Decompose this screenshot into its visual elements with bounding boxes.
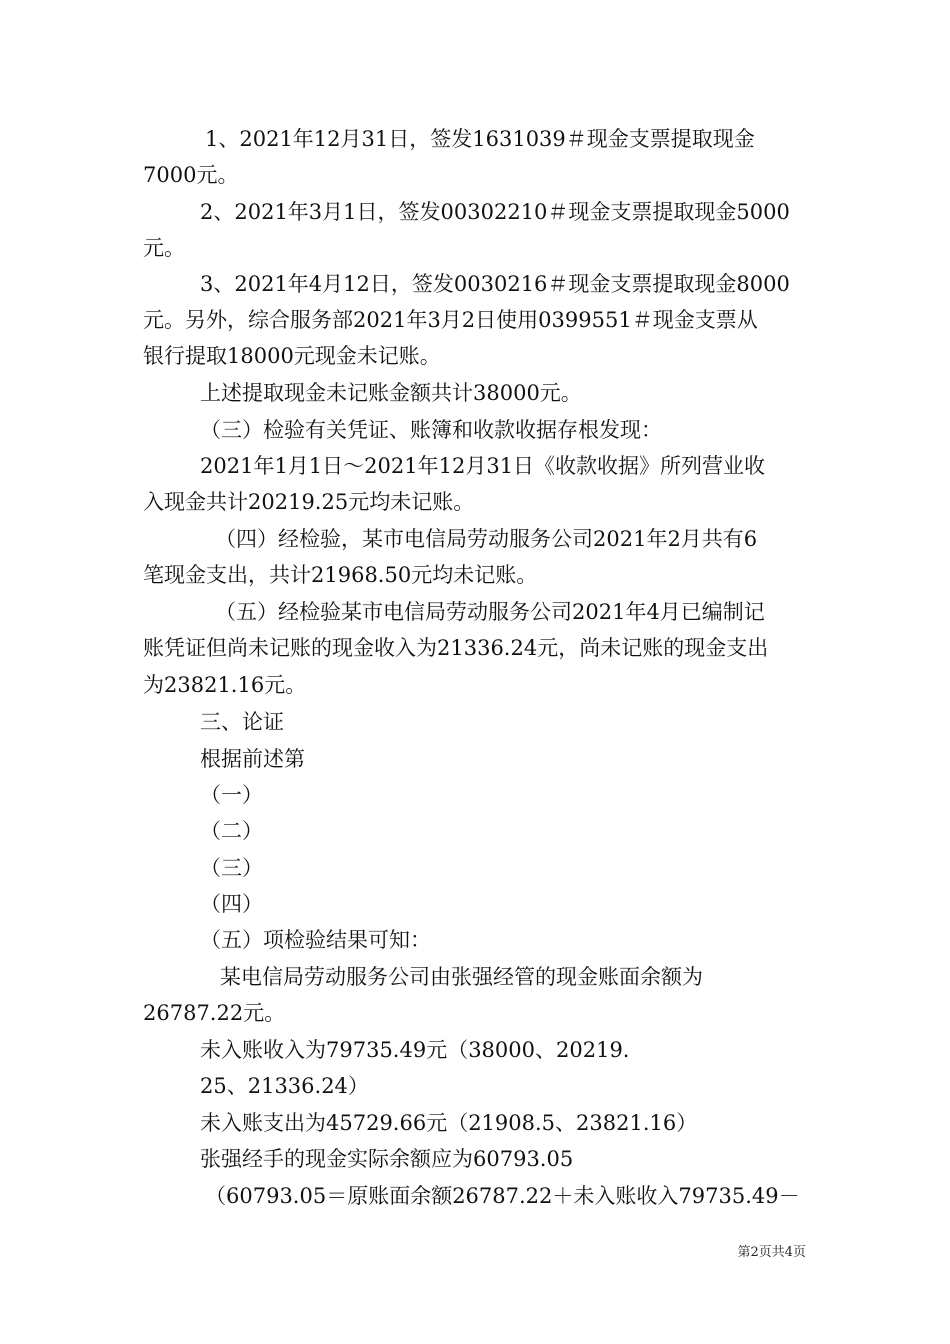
text-line: 笔现金支出，共计21968.50元均未记账。	[143, 563, 538, 587]
text-line: 26787.22元。	[143, 1001, 286, 1025]
text-line: 2021年1月1日～2021年12月31日《收款收据》所列营业收	[200, 454, 766, 478]
text-line: 未入账支出为45729.66元（21908.5、23821.16）	[200, 1111, 698, 1135]
text-line: 2、2021年3月1日，签发00302210＃现金支票提取现金5000	[200, 200, 790, 224]
text-line: 1、2021年12月31日，签发1631039＃现金支票提取现金	[205, 127, 755, 151]
text-line: 上述提取现金未记账金额共计38000元。	[200, 381, 582, 405]
text-line: 元。	[143, 236, 185, 260]
text-line: 账凭证但尚未记账的现金收入为21336.24元，尚未记账的现金支出	[143, 636, 769, 660]
text-line: （二）	[200, 819, 263, 843]
text-line: （四）经检验，某市电信局劳动服务公司2021年2月共有6	[215, 527, 758, 551]
text-line: 为23821.16元。	[143, 673, 307, 697]
text-line: （60793.05＝原账面余额26787.22＋未入账收入79735.49－	[205, 1184, 800, 1208]
text-line: （四）	[200, 892, 263, 916]
text-line: 未入账收入为79735.49元（38000、20219.	[200, 1038, 630, 1062]
text-line: 入现金共计20219.25元均未记账。	[143, 490, 475, 514]
text-line: 7000元。	[143, 163, 239, 187]
page-number: 第2页共4页	[737, 1245, 806, 1260]
text-line: 张强经手的现金实际余额应为60793.05	[200, 1147, 574, 1171]
text-line: 某电信局劳动服务公司由张强经管的现金账面余额为	[220, 965, 703, 989]
text-line: （三）	[200, 856, 263, 880]
section-heading: 三、论证	[200, 710, 284, 734]
text-line: 根据前述第	[200, 747, 305, 771]
text-line: 25、21336.24）	[200, 1074, 369, 1098]
text-line: （一）	[200, 783, 263, 807]
text-line: 元。另外，综合服务部2021年3月2日使用0399551＃现金支票从	[143, 308, 758, 332]
text-line: 银行提取18000元现金未记账。	[143, 344, 441, 368]
section-heading: （三）检验有关凭证、账簿和收款收据存根发现：	[200, 418, 662, 442]
text-line: （五）经检验某市电信局劳动服务公司2021年4月已编制记	[215, 600, 765, 624]
text-line: （五）项检验结果可知：	[200, 928, 431, 952]
text-line: 3、2021年4月12日，签发0030216＃现金支票提取现金8000	[200, 272, 790, 296]
